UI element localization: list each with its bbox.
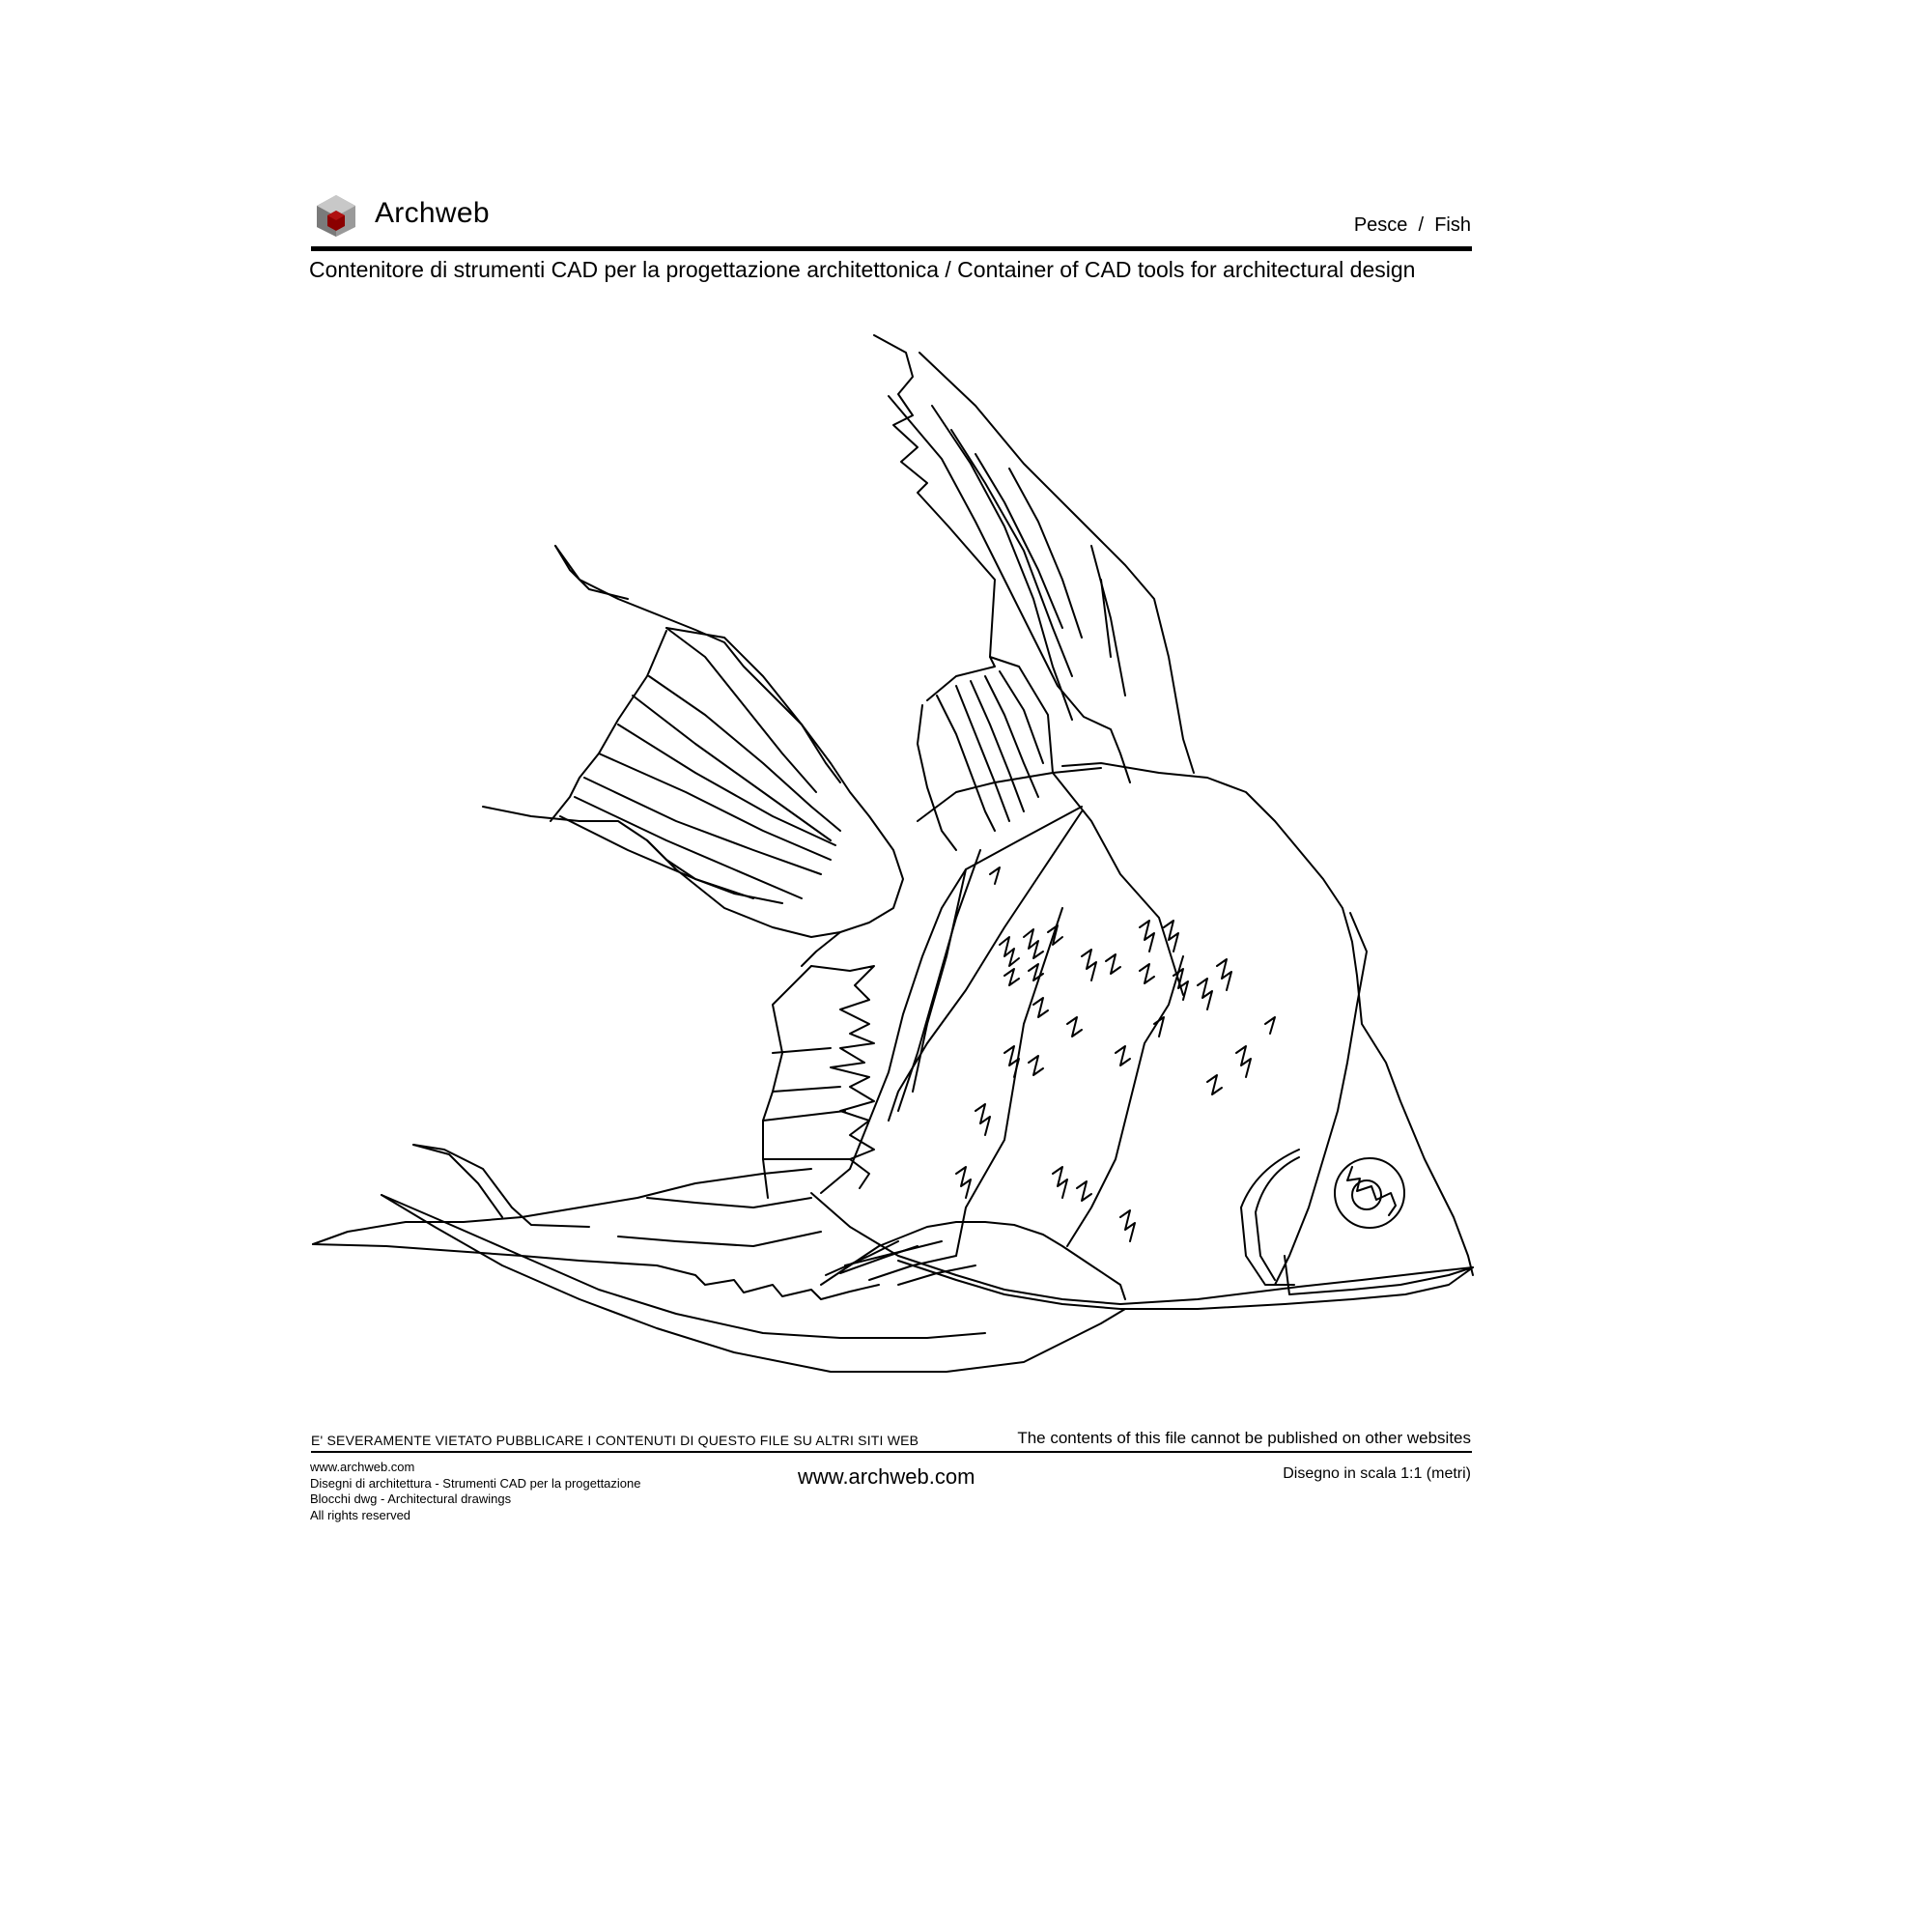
fish-drawing: [290, 319, 1507, 1381]
copyright-notice-english: The contents of this file cannot be published on other websites: [1017, 1429, 1471, 1447]
footer-line: Blocchi dwg - Architectural drawings: [310, 1492, 512, 1506]
drawing-scale: Disegno in scala 1:1 (metri): [1283, 1465, 1471, 1482]
footer-line: www.archweb.com: [310, 1460, 415, 1474]
copyright-notice-italian: E' SEVERAMENTE VIETATO PUBBLICARE I CONTENUTI DI QUESTO FILE SU ALTRI SITI WEB: [311, 1433, 919, 1448]
footer-line: All rights reserved: [310, 1507, 411, 1522]
document-title: Pesce / Fish: [1353, 214, 1471, 236]
brand-name: Archweb: [375, 197, 490, 229]
cube-logo-icon: [314, 193, 358, 238]
header-divider: [311, 246, 1472, 251]
footer-website: www.archweb.com: [798, 1464, 975, 1489]
page-subtitle: Contenitore di strumenti CAD per la progettazione architettonica / Container of CAD tools for architectural design: [309, 257, 1416, 282]
footer-line: Disegni di architettura - Strumenti CAD per la progettazione: [310, 1475, 641, 1491]
footer-info: [310, 1460, 641, 1523]
footer-divider: [311, 1451, 1472, 1453]
